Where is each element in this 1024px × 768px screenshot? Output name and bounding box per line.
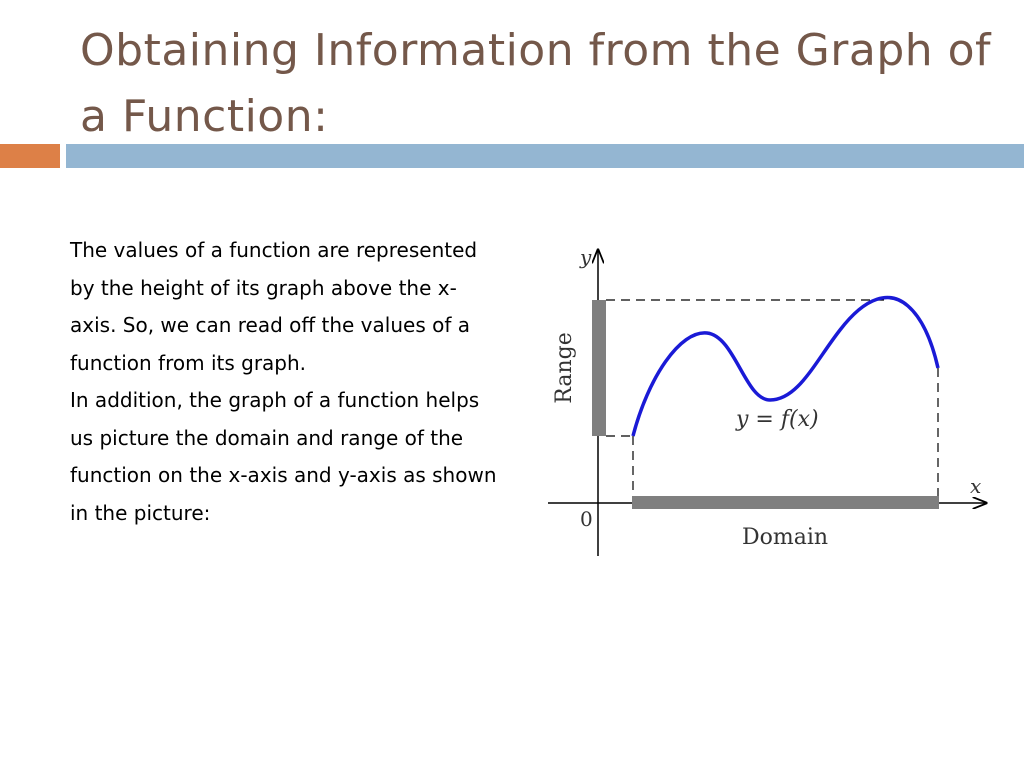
domain-bar (632, 496, 939, 509)
origin-label: 0 (580, 507, 593, 531)
range-label: Range (552, 332, 577, 404)
paragraph-values: The values of a function are represented by the height of its graph above the x-axis. So, we can read off the values of a function from its graph. (70, 238, 478, 375)
accent-bar-blue (66, 144, 1024, 168)
accent-bar-orange (0, 144, 60, 168)
paragraph-domain-range: In addition, the graph of a function helps us picture the domain and range of the function on the x-axis and y-axis as shown in the picture: (70, 388, 497, 525)
range-bar (592, 300, 606, 436)
domain-label: Domain (741, 525, 829, 550)
function-graph-diagram (540, 240, 1000, 570)
body-text (70, 232, 500, 532)
slide-title: Obtaining Information from the Graph of a Function: (80, 25, 992, 142)
x-axis-label: x (970, 474, 982, 498)
dashed-guides (606, 300, 938, 496)
y-axis-label: y (580, 245, 592, 269)
function-label: y = f(x) (736, 407, 819, 432)
